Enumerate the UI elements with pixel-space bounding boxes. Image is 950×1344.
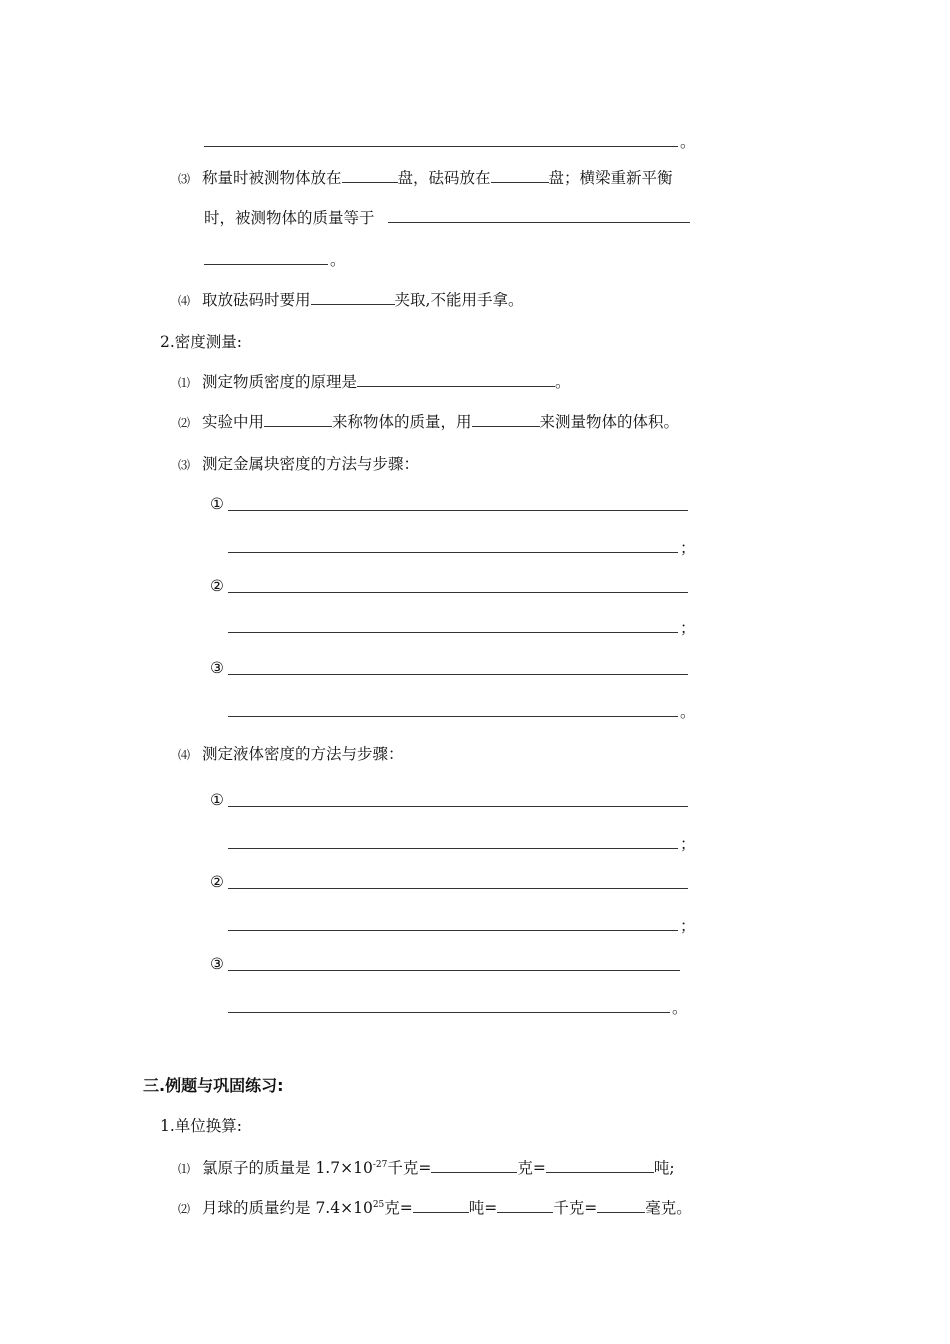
question-text: 来测量物体的体积。 — [539, 413, 680, 431]
step-end: ； — [680, 619, 696, 637]
step-marker: ② — [210, 873, 224, 891]
answer-line[interactable] — [228, 848, 678, 849]
step-marker: ① — [210, 791, 224, 809]
answer-blank[interactable] — [413, 1198, 469, 1213]
answer-blank[interactable] — [546, 1158, 654, 1173]
answer-blank[interactable] — [491, 168, 549, 183]
question-text: 氯原子的质量是 1.7×10 — [202, 1159, 373, 1177]
question-text: 测定物质密度的原理是 — [202, 373, 358, 391]
question-title: 1.单位换算: — [160, 1117, 243, 1135]
answer-blank[interactable] — [472, 412, 540, 427]
question-text: 盘；横梁重新平衡 — [548, 169, 673, 187]
question-item — [178, 1198, 692, 1219]
question-text-cont — [204, 208, 375, 228]
step-end: ； — [680, 539, 696, 557]
question-item — [178, 454, 419, 475]
question-text: 来称物体的质量，用 — [332, 413, 472, 431]
question-text: 取放砝码时要用 — [202, 291, 311, 309]
step-marker: ③ — [210, 659, 224, 677]
answer-line[interactable] — [228, 632, 678, 633]
question-text: 千克= — [553, 1199, 598, 1217]
item-number: ⑶ — [178, 172, 191, 186]
period: 。 — [330, 251, 346, 269]
item-number: ⑴ — [178, 376, 191, 390]
question-text: 称量时被测物体放在 — [202, 169, 342, 187]
step-marker: ② — [210, 577, 224, 595]
exponent: 25 — [372, 1199, 385, 1210]
item-number: ⑷ — [178, 748, 191, 762]
question-item — [178, 412, 679, 433]
question-text: 吨= — [468, 1199, 498, 1217]
answer-blank[interactable] — [264, 412, 332, 427]
question-text: 时，被测物体的质量等于 — [204, 209, 375, 227]
item-number: ⑴ — [178, 1162, 191, 1176]
answer-line[interactable] — [228, 888, 688, 889]
question-item — [178, 290, 523, 311]
answer-line[interactable] — [388, 222, 690, 223]
period: 。 — [680, 133, 696, 151]
question-item — [178, 168, 673, 189]
question-text: 吨; — [653, 1159, 675, 1177]
answer-line[interactable] — [228, 552, 678, 553]
answer-blank[interactable] — [597, 1198, 645, 1213]
step-end: ； — [680, 917, 696, 935]
answer-line[interactable] — [228, 930, 678, 931]
question-text: 月球的质量约是 7.4×10 — [202, 1199, 373, 1217]
question-text: 夹取,不能用手拿。 — [394, 291, 524, 309]
question-text: 克= — [384, 1199, 413, 1217]
question-text: 盘，砝码放在 — [397, 169, 491, 187]
section-title: 三.例题与巩固练习: — [143, 1076, 284, 1095]
step-end: 。 — [672, 999, 688, 1017]
answer-blank[interactable] — [311, 290, 395, 305]
question-text: 测定液体密度的方法与步骤： — [202, 745, 404, 763]
question-text: 克= — [517, 1159, 546, 1177]
answer-line[interactable] — [228, 716, 678, 717]
answer-line[interactable] — [228, 970, 680, 971]
question-text: 千克= — [387, 1159, 432, 1177]
question-item — [178, 744, 404, 765]
question-title: 2.密度测量: — [160, 333, 243, 351]
item-number: ⑶ — [178, 458, 191, 472]
question-text: 毫克。 — [645, 1199, 692, 1217]
step-end: 。 — [680, 703, 696, 721]
question-item — [178, 1158, 675, 1179]
answer-line[interactable] — [228, 510, 688, 511]
question-text: 实验中用 — [202, 413, 265, 431]
step-end: ； — [680, 835, 696, 853]
answer-blank[interactable] — [357, 372, 555, 387]
answer-line[interactable] — [228, 1012, 670, 1013]
answer-line[interactable] — [228, 592, 688, 593]
period: 。 — [555, 373, 571, 391]
answer-line — [204, 146, 678, 147]
exponent: -27 — [372, 1159, 388, 1170]
question-item — [178, 372, 571, 393]
item-number: ⑷ — [178, 294, 191, 308]
answer-blank[interactable] — [342, 168, 398, 183]
step-marker: ① — [210, 495, 224, 513]
answer-line[interactable] — [228, 806, 688, 807]
step-marker: ③ — [210, 955, 224, 973]
answer-blank[interactable] — [431, 1158, 517, 1173]
item-number: ⑵ — [178, 416, 191, 430]
answer-blank[interactable] — [497, 1198, 553, 1213]
question-text: 测定金属块密度的方法与步骤： — [202, 455, 420, 473]
answer-line[interactable] — [228, 674, 688, 675]
item-number: ⑵ — [178, 1202, 191, 1216]
answer-line[interactable] — [204, 264, 328, 265]
